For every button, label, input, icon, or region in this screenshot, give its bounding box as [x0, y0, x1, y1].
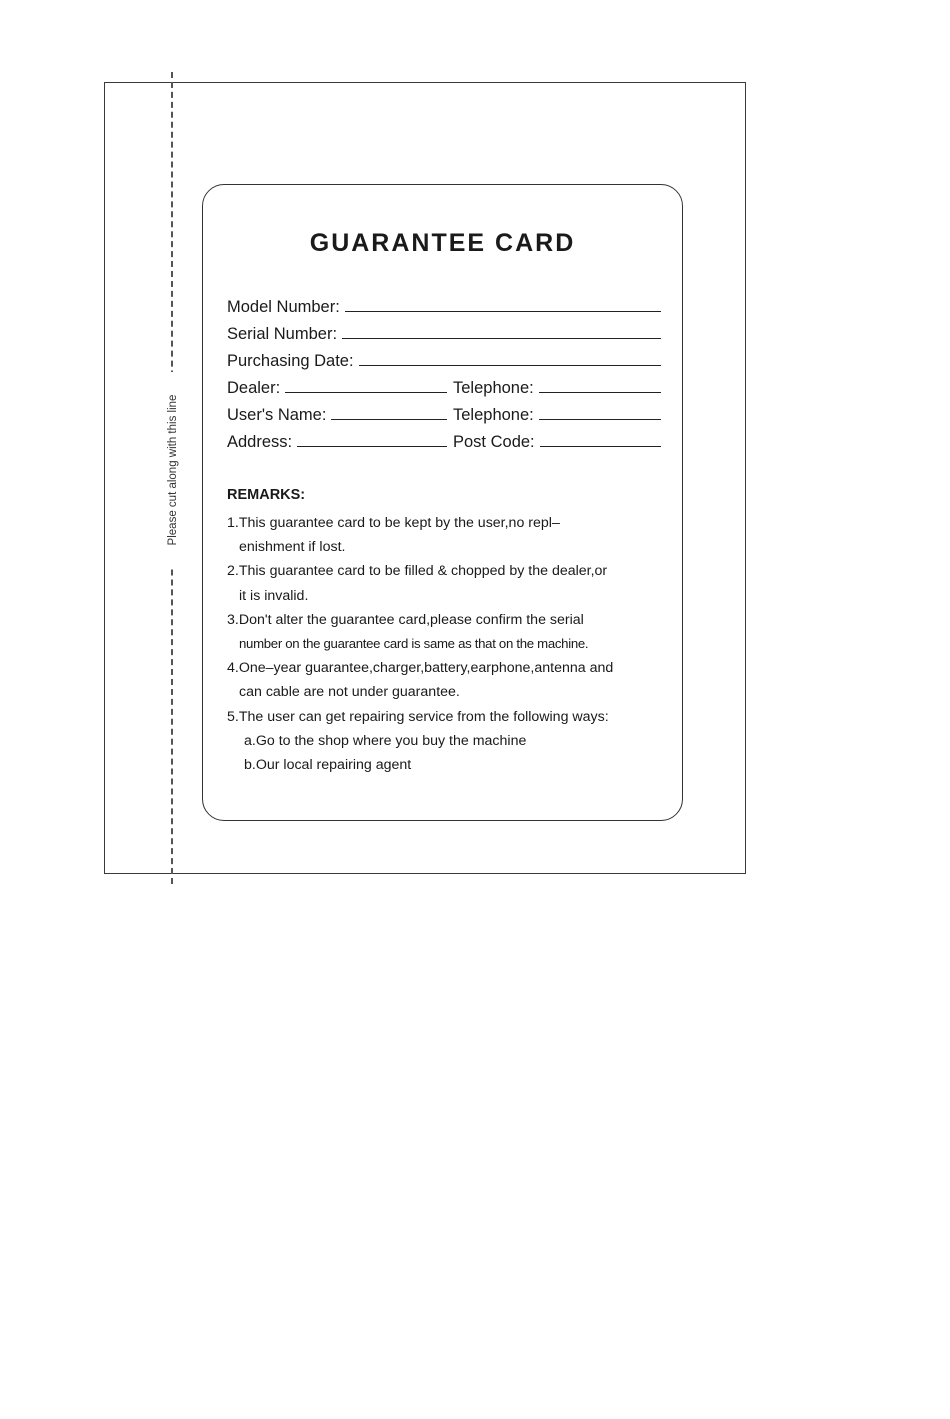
- remark-line: 4.One–year guarantee,charger,battery,earphone,antenna and: [227, 660, 614, 677]
- remark-line: 2.This guarantee card to be filled & chopped by the dealer,or: [227, 563, 608, 580]
- model-number-label: Model Number:: [227, 298, 340, 316]
- remarks-list: [227, 511, 667, 777]
- dealer-row: [227, 376, 661, 398]
- address-row: [227, 430, 661, 452]
- dealer-label: Dealer:: [227, 379, 281, 397]
- serial-number-label: Serial Number:: [227, 325, 338, 343]
- address-label: Address:: [227, 433, 293, 451]
- serial-number-field: [227, 322, 661, 344]
- address-blank[interactable]: [297, 446, 447, 447]
- user-telephone-label: Telephone:: [453, 406, 534, 424]
- remark-item: [227, 559, 667, 607]
- remark-subitem: a.Go to the shop where you buy the machine: [244, 732, 527, 749]
- remark-item: [227, 656, 667, 704]
- users-name-label: User's Name:: [227, 406, 327, 424]
- post-code-blank[interactable]: [540, 446, 661, 447]
- model-number-blank[interactable]: [345, 311, 661, 312]
- remark-line: can cable are not under guarantee.: [239, 684, 460, 701]
- remark-line: enishment if lost.: [239, 539, 346, 556]
- guarantee-card: [202, 184, 683, 821]
- purchasing-date-blank[interactable]: [359, 365, 661, 366]
- remark-item: [227, 511, 667, 559]
- user-telephone-blank[interactable]: [539, 419, 661, 420]
- user-row: [227, 403, 661, 425]
- remark-item: [227, 608, 667, 656]
- remarks-heading: REMARKS:: [227, 487, 306, 503]
- cut-instruction-text: Please cut along with this line: [167, 394, 179, 546]
- model-number-field: [227, 295, 661, 317]
- remark-line: 3.Don't alter the guarantee card,please confirm the serial: [227, 611, 584, 628]
- remark-line: 5.The user can get repairing service from the following ways:: [227, 708, 609, 725]
- remark-line: number on the guarantee card is same as that on the machine.: [239, 635, 589, 651]
- remark-line: it is invalid.: [239, 587, 309, 604]
- purchasing-date-label: Purchasing Date:: [227, 352, 354, 370]
- serial-number-blank[interactable]: [342, 338, 661, 339]
- users-name-blank[interactable]: [331, 419, 447, 420]
- dealer-blank[interactable]: [285, 392, 447, 393]
- remark-subitem: b.Our local repairing agent: [244, 756, 412, 773]
- card-title: GUARANTEE CARD: [309, 229, 576, 257]
- dealer-telephone-label: Telephone:: [453, 379, 534, 397]
- remark-line: 1.This guarantee card to be kept by the user,no repl–: [227, 515, 560, 531]
- dealer-telephone-blank[interactable]: [539, 392, 661, 393]
- purchasing-date-field: [227, 349, 661, 371]
- remark-item: [227, 705, 667, 778]
- post-code-label: Post Code:: [453, 433, 535, 451]
